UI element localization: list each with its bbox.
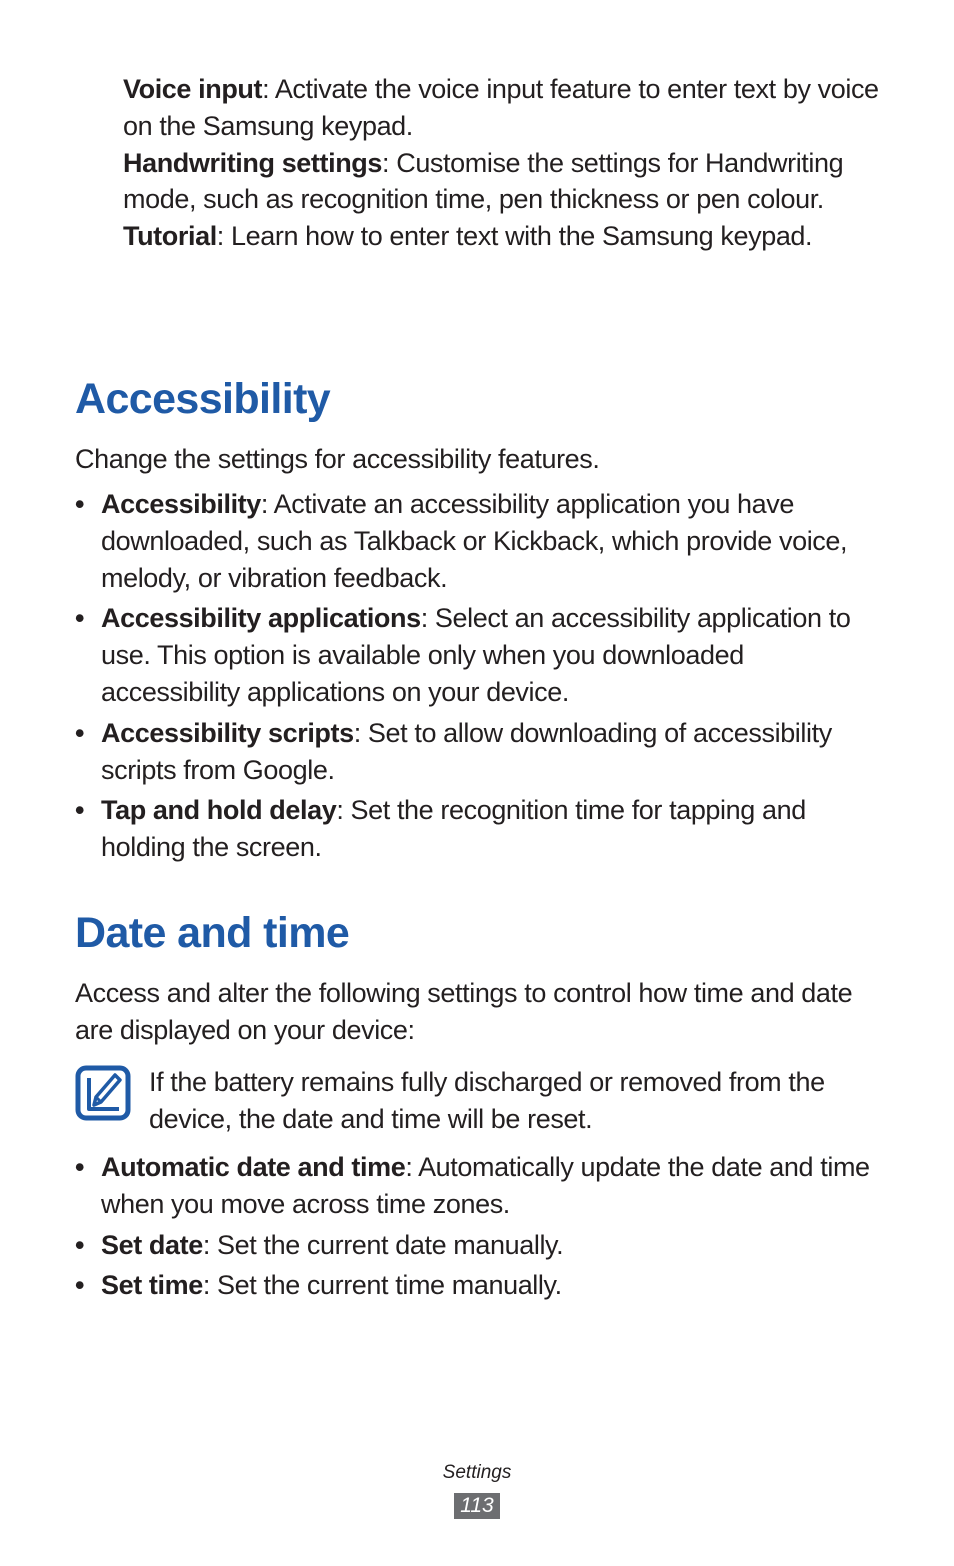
keypad-settings-list xyxy=(123,71,883,255)
date-time-intro: Access and alter the following settings to control how time and date are displayed on your device: xyxy=(75,978,853,1045)
bullet-icon: • xyxy=(75,489,85,519)
accessibility-list xyxy=(75,486,885,870)
item-desc: : Activate an accessibility application you have downloaded, such as Talkback or Kickback, which provide voice, melody, or vibration feedback. xyxy=(101,489,848,593)
list-item xyxy=(75,1149,885,1223)
bullet-icon: • xyxy=(75,795,85,826)
item-desc: : Learn how to enter text with the Samsung keypad. xyxy=(216,221,813,252)
list-item xyxy=(75,1227,885,1264)
item-desc: : Set the recognition time for tapping and holding the screen. xyxy=(101,795,806,863)
bullet-icon: • xyxy=(75,603,85,634)
date-time-heading: Date and time xyxy=(75,909,350,957)
item-desc: : Set to allow downloading of accessibility scripts from Google. xyxy=(101,717,832,785)
bullet-icon: • xyxy=(75,717,85,748)
item-term: Handwriting settings xyxy=(123,147,383,178)
list-item xyxy=(75,1267,885,1304)
bullet-icon: • xyxy=(75,1229,85,1260)
item-term: Tutorial xyxy=(123,221,217,252)
item-term: Accessibility xyxy=(101,489,261,519)
item-term: Accessibility applications xyxy=(101,603,421,634)
item-term: Voice input xyxy=(123,74,263,104)
handwriting-settings-item xyxy=(123,145,883,219)
item-term: Automatic date and time xyxy=(101,1152,406,1182)
date-time-list xyxy=(75,1149,885,1308)
tutorial-item xyxy=(123,218,883,255)
item-desc: : Automatically update the date and time when you move across time zones. xyxy=(101,1152,870,1219)
list-item xyxy=(75,792,885,866)
bullet-icon: • xyxy=(75,1270,85,1301)
note-box xyxy=(75,1064,885,1144)
list-item xyxy=(75,715,885,789)
accessibility-intro: Change the settings for accessibility features. xyxy=(75,444,600,474)
list-item xyxy=(75,600,885,710)
item-term: Set time xyxy=(101,1270,203,1301)
item-desc: : Set the current time manually. xyxy=(202,1270,562,1301)
bullet-icon: • xyxy=(75,1152,85,1182)
note-text: If the battery remains fully discharged or removed from the device, the date and time will be reset. xyxy=(149,1067,825,1134)
item-term: Tap and hold delay xyxy=(101,795,337,826)
voice-input-item xyxy=(123,71,883,145)
item-term: Set date xyxy=(101,1229,203,1260)
note-pencil-icon xyxy=(75,1065,131,1121)
accessibility-heading: Accessibility xyxy=(75,375,331,423)
page-number-badge: 113 xyxy=(454,1493,500,1519)
item-term: Accessibility scripts xyxy=(101,717,354,748)
item-desc: : Set the current date manually. xyxy=(202,1229,564,1260)
item-desc: : Activate the voice input feature to enter text by voice on the Samsung keypad. xyxy=(123,74,879,141)
item-desc: : Customise the settings for Handwriting mode, such as recognition time, pen thickness or pen colour. xyxy=(123,147,844,215)
list-item xyxy=(75,486,885,596)
footer-section-label: Settings xyxy=(442,1462,512,1483)
item-desc: : Select an accessibility application to use. This option is available only when you downloaded accessibility applications on your device. xyxy=(101,603,851,707)
